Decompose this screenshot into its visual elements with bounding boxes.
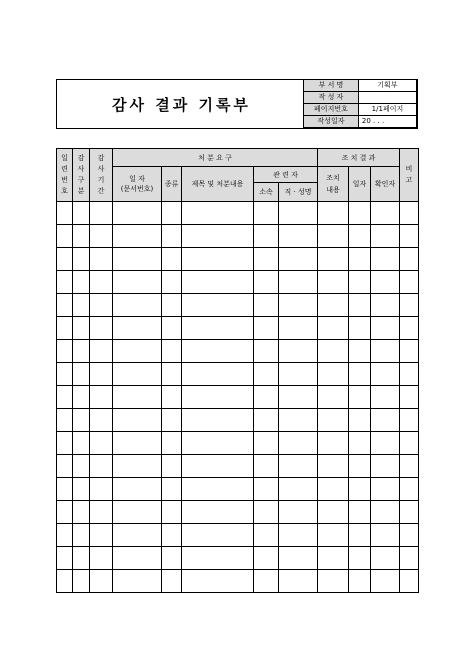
table-cell[interactable] — [57, 248, 73, 271]
table-cell[interactable] — [57, 432, 73, 455]
table-row — [57, 524, 419, 547]
audit-type-label: 감사구분 — [77, 154, 85, 195]
table-cell[interactable] — [113, 225, 162, 248]
table-cell[interactable] — [113, 386, 162, 409]
table-cell[interactable] — [371, 225, 400, 248]
table-cell[interactable] — [349, 570, 371, 593]
table-row — [57, 432, 419, 455]
table-cell[interactable] — [182, 317, 254, 340]
table-cell[interactable] — [254, 317, 279, 340]
table-cell[interactable] — [254, 570, 279, 593]
table-cell[interactable] — [182, 570, 254, 593]
table-cell[interactable] — [113, 455, 162, 478]
table-cell[interactable] — [254, 340, 279, 363]
table-cell[interactable] — [90, 271, 113, 294]
table-row — [57, 386, 419, 409]
table-cell[interactable] — [349, 409, 371, 432]
table-cell[interactable] — [57, 225, 73, 248]
table-cell[interactable] — [318, 524, 349, 547]
table-cell[interactable] — [162, 363, 182, 386]
table-row — [57, 271, 419, 294]
table-cell[interactable] — [162, 432, 182, 455]
table-cell[interactable] — [90, 340, 113, 363]
table-row — [57, 225, 419, 248]
header-box — [56, 79, 418, 129]
table-cell[interactable] — [182, 225, 254, 248]
table-cell[interactable] — [371, 455, 400, 478]
table-cell[interactable] — [349, 524, 371, 547]
table-cell[interactable] — [279, 317, 318, 340]
table-cell[interactable] — [371, 524, 400, 547]
table-cell[interactable] — [162, 248, 182, 271]
col-position-name-header: 직 · 성명 — [279, 183, 318, 202]
author-label: 작 성 자 — [304, 92, 359, 104]
date-label: 작성일자 — [304, 116, 359, 128]
table-cell[interactable] — [73, 202, 90, 225]
table-cell[interactable] — [349, 294, 371, 317]
table-cell[interactable] — [182, 432, 254, 455]
table-cell[interactable] — [182, 271, 254, 294]
table-cell[interactable] — [182, 501, 254, 524]
table-cell[interactable] — [90, 455, 113, 478]
table-cell[interactable] — [400, 547, 419, 570]
table-cell[interactable] — [57, 202, 73, 225]
table-cell[interactable] — [57, 570, 73, 593]
table-cell[interactable] — [318, 271, 349, 294]
table-row — [57, 202, 419, 225]
table-row — [57, 340, 419, 363]
table-cell[interactable] — [318, 409, 349, 432]
table-cell[interactable] — [254, 547, 279, 570]
table-cell[interactable] — [318, 248, 349, 271]
table-cell[interactable] — [90, 570, 113, 593]
table-cell[interactable] — [182, 524, 254, 547]
info-table — [303, 79, 417, 128]
table-cell[interactable] — [371, 501, 400, 524]
serial-label: 일련번호 — [61, 154, 68, 195]
dept-value[interactable]: 기획부 — [358, 80, 416, 92]
table-cell[interactable] — [318, 501, 349, 524]
table-cell[interactable] — [279, 363, 318, 386]
table-cell[interactable] — [73, 317, 90, 340]
table-cell[interactable] — [90, 248, 113, 271]
table-cell[interactable] — [400, 248, 419, 271]
table-cell[interactable] — [73, 271, 90, 294]
table-cell[interactable] — [371, 478, 400, 501]
disposition-request-header: 처 분 요 구 — [113, 149, 318, 167]
table-cell[interactable] — [162, 409, 182, 432]
col-audit-type-header — [73, 149, 90, 202]
table-cell[interactable] — [182, 340, 254, 363]
table-cell[interactable] — [57, 524, 73, 547]
table-cell[interactable] — [371, 340, 400, 363]
table-cell[interactable] — [90, 478, 113, 501]
table-row — [57, 570, 419, 593]
table-row — [57, 547, 419, 570]
table-cell[interactable] — [400, 570, 419, 593]
table-cell[interactable] — [279, 225, 318, 248]
table-cell[interactable] — [73, 225, 90, 248]
table-cell[interactable] — [400, 202, 419, 225]
date-value[interactable]: 20 . . . — [358, 116, 416, 128]
page-number-label: 페이지번호 — [304, 104, 359, 116]
table-cell[interactable] — [279, 455, 318, 478]
table-cell[interactable] — [349, 202, 371, 225]
table-cell[interactable] — [182, 248, 254, 271]
table-cell[interactable] — [371, 317, 400, 340]
table-cell[interactable] — [349, 225, 371, 248]
table-cell[interactable] — [371, 409, 400, 432]
table-cell[interactable] — [73, 570, 90, 593]
action-content-label: 조치 내용 — [326, 174, 340, 194]
table-cell[interactable] — [279, 547, 318, 570]
table-cell[interactable] — [400, 524, 419, 547]
table-cell[interactable] — [162, 455, 182, 478]
table-cell[interactable] — [182, 478, 254, 501]
table-cell[interactable] — [318, 386, 349, 409]
table-cell[interactable] — [254, 386, 279, 409]
table-cell[interactable] — [162, 225, 182, 248]
table-cell[interactable] — [57, 271, 73, 294]
table-cell[interactable] — [182, 386, 254, 409]
table-cell[interactable] — [279, 478, 318, 501]
table-cell[interactable] — [57, 455, 73, 478]
table-cell[interactable] — [162, 386, 182, 409]
table-cell[interactable] — [73, 248, 90, 271]
table-cell[interactable] — [371, 432, 400, 455]
table-cell[interactable] — [73, 432, 90, 455]
col-confirmer-header: 확인자 — [371, 167, 400, 202]
table-cell[interactable] — [113, 363, 162, 386]
table-cell[interactable] — [57, 340, 73, 363]
table-row — [57, 294, 419, 317]
table-cell[interactable] — [113, 501, 162, 524]
related-persons-header: 관 련 자 — [254, 167, 318, 183]
table-cell[interactable] — [57, 501, 73, 524]
table-cell[interactable] — [349, 340, 371, 363]
table-cell[interactable] — [113, 317, 162, 340]
table-cell[interactable] — [182, 547, 254, 570]
table-cell[interactable] — [349, 432, 371, 455]
table-cell[interactable] — [57, 294, 73, 317]
table-cell[interactable] — [349, 271, 371, 294]
table-cell[interactable] — [162, 547, 182, 570]
table-cell[interactable] — [254, 202, 279, 225]
table-cell[interactable] — [162, 501, 182, 524]
table-cell[interactable] — [73, 363, 90, 386]
table-cell[interactable] — [90, 547, 113, 570]
table-cell[interactable] — [371, 202, 400, 225]
table-cell[interactable] — [73, 547, 90, 570]
table-cell[interactable] — [254, 501, 279, 524]
table-cell[interactable] — [318, 547, 349, 570]
table-cell[interactable] — [90, 409, 113, 432]
table-cell[interactable] — [371, 570, 400, 593]
table-cell[interactable] — [371, 363, 400, 386]
dept-label: 부 서 명 — [304, 80, 359, 92]
table-cell[interactable] — [349, 363, 371, 386]
table-cell[interactable] — [400, 271, 419, 294]
table-cell[interactable] — [73, 294, 90, 317]
table-cell[interactable] — [279, 501, 318, 524]
table-cell[interactable] — [113, 570, 162, 593]
table-cell[interactable] — [113, 409, 162, 432]
table-cell[interactable] — [57, 409, 73, 432]
table-cell[interactable] — [400, 225, 419, 248]
table-cell[interactable] — [318, 363, 349, 386]
table-cell[interactable] — [371, 248, 400, 271]
table-cell[interactable] — [279, 202, 318, 225]
table-row — [57, 455, 419, 478]
table-cell[interactable] — [73, 386, 90, 409]
table-cell[interactable] — [57, 317, 73, 340]
table-cell[interactable] — [182, 294, 254, 317]
table-row — [57, 501, 419, 524]
table-cell[interactable] — [318, 202, 349, 225]
table-cell[interactable] — [162, 317, 182, 340]
table-cell[interactable] — [318, 432, 349, 455]
table-cell[interactable] — [57, 547, 73, 570]
table-cell[interactable] — [182, 202, 254, 225]
table-cell[interactable] — [254, 478, 279, 501]
table-cell[interactable] — [371, 294, 400, 317]
table-cell[interactable] — [318, 455, 349, 478]
table-cell[interactable] — [371, 386, 400, 409]
table-cell[interactable] — [254, 294, 279, 317]
table-row — [57, 363, 419, 386]
page-title: 감사 결과 기록부 — [112, 95, 251, 114]
table-cell[interactable] — [90, 317, 113, 340]
table-cell[interactable] — [90, 524, 113, 547]
table-cell[interactable] — [113, 432, 162, 455]
table-cell[interactable] — [349, 386, 371, 409]
table-cell[interactable] — [90, 501, 113, 524]
doc-no-label-text: (문서번호) — [120, 185, 154, 193]
table-cell[interactable] — [279, 570, 318, 593]
table-cell[interactable] — [254, 271, 279, 294]
table-cell[interactable] — [162, 524, 182, 547]
table-cell[interactable] — [113, 547, 162, 570]
table-cell[interactable] — [279, 386, 318, 409]
table-cell[interactable] — [162, 294, 182, 317]
table-cell[interactable] — [162, 271, 182, 294]
col-action-content-header — [318, 167, 349, 202]
table-cell[interactable] — [400, 363, 419, 386]
table-cell[interactable] — [254, 432, 279, 455]
col-remarks-header — [400, 149, 419, 202]
table-cell[interactable] — [318, 340, 349, 363]
table-cell[interactable] — [254, 409, 279, 432]
table-cell[interactable] — [90, 432, 113, 455]
table-cell[interactable] — [113, 248, 162, 271]
col-action-date-header: 일자 — [349, 167, 371, 202]
table-cell[interactable] — [182, 409, 254, 432]
col-affiliation-header: 소속 — [254, 183, 279, 202]
table-cell[interactable] — [279, 432, 318, 455]
remarks-label: 비고 — [405, 165, 413, 184]
table-cell[interactable] — [400, 409, 419, 432]
table-row — [57, 317, 419, 340]
date-label-text: 일 자 — [129, 175, 145, 183]
table-cell[interactable] — [400, 432, 419, 455]
table-cell[interactable] — [349, 317, 371, 340]
table-cell[interactable] — [113, 271, 162, 294]
table-cell[interactable] — [400, 455, 419, 478]
col-serial-header — [57, 149, 73, 202]
col-subject-header: 제목 및 처분내용 — [182, 167, 254, 202]
table-cell[interactable] — [279, 340, 318, 363]
table-cell[interactable] — [73, 524, 90, 547]
table-cell[interactable] — [90, 294, 113, 317]
table-cell[interactable] — [279, 271, 318, 294]
table-cell[interactable] — [400, 478, 419, 501]
table-cell[interactable] — [182, 455, 254, 478]
table-cell[interactable] — [349, 248, 371, 271]
table-cell[interactable] — [254, 225, 279, 248]
table-cell[interactable] — [113, 478, 162, 501]
table-cell[interactable] — [73, 501, 90, 524]
table-cell[interactable] — [371, 547, 400, 570]
table-cell[interactable] — [73, 409, 90, 432]
table-cell[interactable] — [90, 386, 113, 409]
table-cell[interactable] — [162, 340, 182, 363]
table-cell[interactable] — [113, 202, 162, 225]
table-cell[interactable] — [400, 317, 419, 340]
table-cell[interactable] — [279, 248, 318, 271]
table-body — [57, 202, 419, 593]
table-cell[interactable] — [349, 455, 371, 478]
author-value[interactable] — [358, 92, 416, 104]
table-cell[interactable] — [113, 340, 162, 363]
table-cell[interactable] — [318, 317, 349, 340]
table-row — [57, 478, 419, 501]
table-cell[interactable] — [279, 409, 318, 432]
table-cell[interactable] — [57, 478, 73, 501]
table-cell[interactable] — [400, 501, 419, 524]
table-cell[interactable] — [254, 363, 279, 386]
table-cell[interactable] — [162, 202, 182, 225]
table-cell[interactable] — [162, 570, 182, 593]
col-date-header — [113, 167, 162, 202]
table-cell[interactable] — [349, 547, 371, 570]
table-cell[interactable] — [279, 524, 318, 547]
table-cell[interactable] — [57, 363, 73, 386]
page-number-value[interactable]: 1/1페이지 — [358, 104, 416, 116]
table-cell[interactable] — [254, 248, 279, 271]
table-cell[interactable] — [182, 363, 254, 386]
col-kind-header: 종류 — [162, 167, 182, 202]
table-cell[interactable] — [318, 478, 349, 501]
table-cell[interactable] — [400, 340, 419, 363]
table-cell[interactable] — [73, 455, 90, 478]
table-cell[interactable] — [90, 202, 113, 225]
table-cell[interactable] — [318, 294, 349, 317]
table-cell[interactable] — [73, 340, 90, 363]
table-cell[interactable] — [73, 478, 90, 501]
table-cell[interactable] — [254, 524, 279, 547]
action-result-header: 조 치 결 과 — [318, 149, 400, 167]
table-cell[interactable] — [400, 386, 419, 409]
table-cell[interactable] — [371, 271, 400, 294]
table-cell[interactable] — [162, 478, 182, 501]
audit-record-table — [56, 148, 419, 593]
table-cell[interactable] — [318, 225, 349, 248]
table-cell[interactable] — [90, 363, 113, 386]
table-cell[interactable] — [57, 386, 73, 409]
table-cell[interactable] — [279, 294, 318, 317]
table-row — [57, 248, 419, 271]
table-cell[interactable] — [318, 570, 349, 593]
table-cell[interactable] — [349, 478, 371, 501]
table-cell[interactable] — [254, 455, 279, 478]
table-cell[interactable] — [349, 501, 371, 524]
audit-period-label: 감사기간 — [97, 154, 105, 195]
table-cell[interactable] — [113, 524, 162, 547]
table-cell[interactable] — [400, 294, 419, 317]
table-row — [57, 409, 419, 432]
col-audit-period-header — [90, 149, 113, 202]
table-cell[interactable] — [90, 225, 113, 248]
table-cell[interactable] — [113, 294, 162, 317]
